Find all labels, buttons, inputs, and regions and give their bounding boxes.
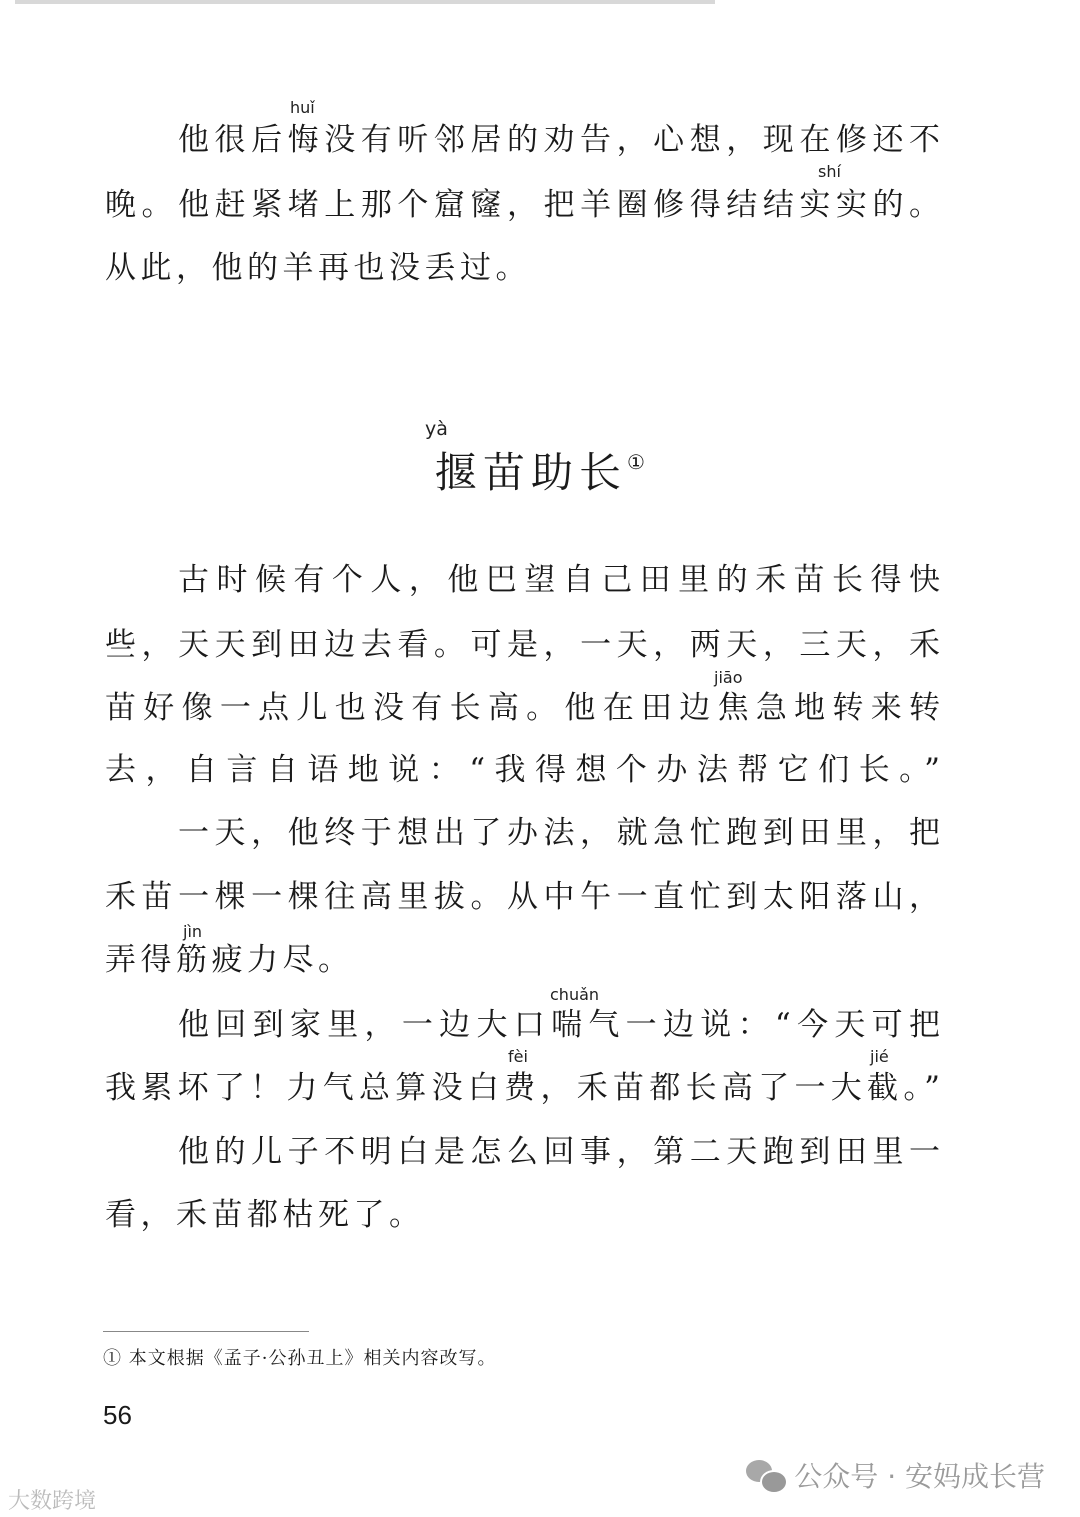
top-edge-bar	[15, 0, 715, 4]
wechat-watermark-text: 公众号 · 安妈成长营	[794, 1460, 1045, 1493]
wechat-watermark	[746, 1455, 1045, 1495]
title-text: 揠苗助长	[435, 448, 628, 497]
corner-watermark-text: 大数跨境	[8, 1489, 97, 1514]
text-line: 他的儿子不明白是怎么回事，第二天跑到田里一	[178, 1134, 940, 1170]
text-line: 从此，他的羊再也没丢过。	[105, 250, 531, 286]
title-pinyin: yà	[425, 418, 448, 440]
text-line: 晚。他赶紧堵上那个窟窿，把羊圈修得结结实实的。	[105, 187, 940, 223]
pinyin-shi: shí	[818, 162, 841, 181]
text-line: 些，天天到田边去看。可是，一天，两天，三天，禾	[105, 627, 940, 663]
corner-watermark	[8, 1484, 96, 1515]
text-line: 古时候有个人，他巴望自己田里的禾苗长得快	[178, 562, 940, 598]
footnote-divider	[103, 1331, 309, 1332]
text-line: 看，禾苗都枯死了。	[105, 1197, 425, 1233]
text-line: 禾苗一棵一棵往高里拔。从中午一直忙到太阳落山，	[105, 879, 940, 915]
page-number: 56	[103, 1400, 132, 1430]
text-line: 弄得筋疲力尽。	[105, 942, 354, 978]
text-line: 他回到家里，一边大口喘气一边说：“今天可把	[178, 1007, 940, 1043]
title-footnote-mark: ①	[627, 450, 645, 474]
pinyin-jin: jìn	[183, 922, 203, 941]
pinyin-jiao: jiāo	[714, 668, 743, 687]
pinyin-fei: fèi	[508, 1047, 528, 1066]
footnote: ① 本文根据《孟子·公孙丑上》相关内容改写。	[103, 1348, 497, 1369]
text-line: 我累坏了！力气总算没白费，禾苗都长高了一大截。”	[105, 1070, 940, 1106]
text-line: 去，自言自语地说：“我得想个办法帮它们长。”	[105, 752, 940, 788]
text-line: 一天，他终于想出了办法，就急忙跑到田里，把	[178, 815, 940, 851]
pinyin-jie: jié	[870, 1047, 889, 1066]
wechat-icon	[746, 1460, 786, 1490]
story-title	[0, 440, 1080, 500]
text-line: 他很后悔没有听邻居的劝告，心想，现在修还不	[178, 122, 940, 158]
pinyin-hui: huǐ	[290, 98, 315, 117]
text-line: 苗好像一点儿也没有长高。他在田边焦急地转来转	[105, 690, 940, 726]
pinyin-chuan: chuǎn	[550, 985, 600, 1004]
